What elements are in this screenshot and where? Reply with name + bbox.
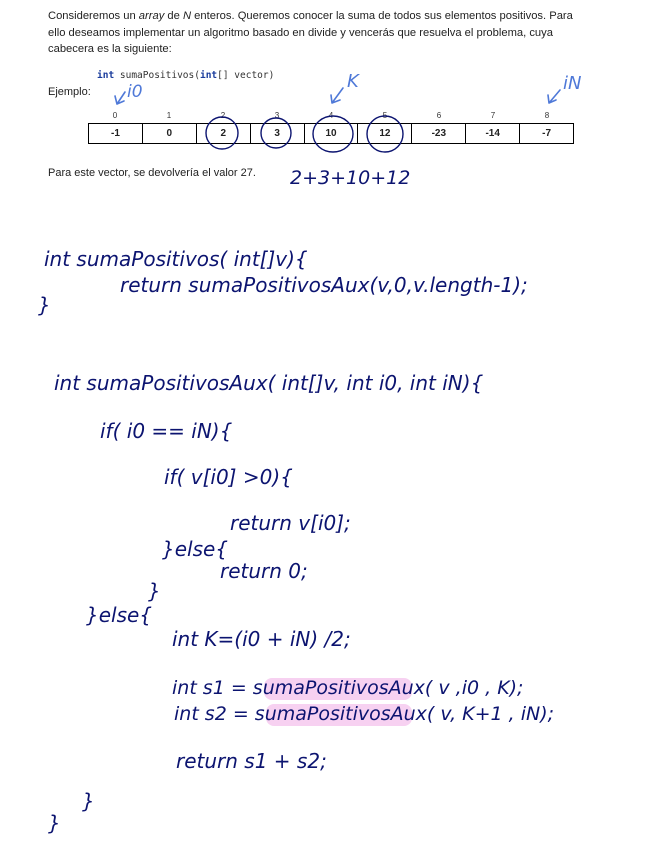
code-line: }else{ bbox=[162, 537, 229, 561]
code-line: } bbox=[38, 293, 51, 317]
array-cell: 2 bbox=[196, 124, 250, 143]
index-label: 7 bbox=[490, 111, 496, 120]
array-cell: -23 bbox=[411, 124, 465, 143]
circle-mark bbox=[313, 116, 353, 152]
code-line: return sumaPositivosAux(v,0,v.length-1); bbox=[120, 273, 528, 297]
code-line: int s1 = sumaPositivosAux( v ,i0 , K); bbox=[172, 677, 524, 699]
code-line: int K=(i0 + iN) /2; bbox=[172, 627, 351, 651]
index-label: 8 bbox=[544, 111, 550, 120]
code-line: } bbox=[82, 789, 95, 813]
index-label: 1 bbox=[166, 111, 172, 120]
circle-mark bbox=[261, 118, 291, 148]
code-line: int sumaPositivos( int[]v){ bbox=[44, 247, 308, 271]
annotation-i0: i0 bbox=[127, 82, 143, 102]
array-cell: 12 bbox=[357, 124, 411, 143]
array-cell: -7 bbox=[519, 124, 573, 143]
index-label: 2 bbox=[220, 111, 226, 120]
index-label: 6 bbox=[436, 111, 442, 120]
function-header: int sumaPositivos(int[] vector) bbox=[97, 70, 275, 81]
code-line: }else{ bbox=[86, 603, 153, 627]
circle-mark bbox=[206, 117, 238, 149]
result-text: Para este vector, se devolvería el valor 27. bbox=[48, 167, 256, 179]
ejemplo-label: Ejemplo: bbox=[48, 86, 91, 98]
code-line: int s2 = sumaPositivosAux( v, K+1 , iN); bbox=[174, 703, 555, 725]
array-cell: 0 bbox=[142, 124, 196, 143]
code-line: if( i0 == iN){ bbox=[100, 419, 233, 443]
index-label: 4 bbox=[328, 111, 334, 120]
arrow-mark bbox=[548, 90, 560, 103]
code-line: return v[i0]; bbox=[230, 511, 351, 535]
annotation-in: iN bbox=[563, 73, 582, 94]
code-line: return 0; bbox=[220, 559, 308, 583]
code-line: return s1 + s2; bbox=[176, 749, 327, 773]
intro-paragraph: Consideremos un array de N enteros. Queremos conocer la suma de todos sus elementos positivos. Para ello deseamos implementar un algoritmo basado en divide y vencerás que resuelva el problema, cuya cabecera es la siguiente: bbox=[48, 10, 573, 55]
code-line: } bbox=[148, 579, 161, 603]
sum-annotation: 2+3+10+12 bbox=[290, 167, 411, 189]
code-line: int sumaPositivosAux( int[]v, int i0, int iN){ bbox=[54, 371, 484, 395]
index-label: 3 bbox=[274, 111, 280, 120]
code-line: } bbox=[48, 811, 61, 835]
circle-mark bbox=[367, 116, 403, 152]
arrow-mark bbox=[331, 88, 343, 103]
code-line: if( v[i0] >0){ bbox=[164, 465, 293, 489]
array-cell: -1 bbox=[110, 128, 120, 139]
array-cell: 10 bbox=[304, 124, 358, 143]
array-cell: -14 bbox=[465, 124, 519, 143]
index-label: 5 bbox=[382, 111, 388, 120]
arrow-mark bbox=[115, 92, 125, 104]
array-cell: 3 bbox=[250, 124, 304, 143]
index-label: 0 bbox=[112, 111, 118, 120]
annotation-k: K bbox=[347, 71, 359, 92]
